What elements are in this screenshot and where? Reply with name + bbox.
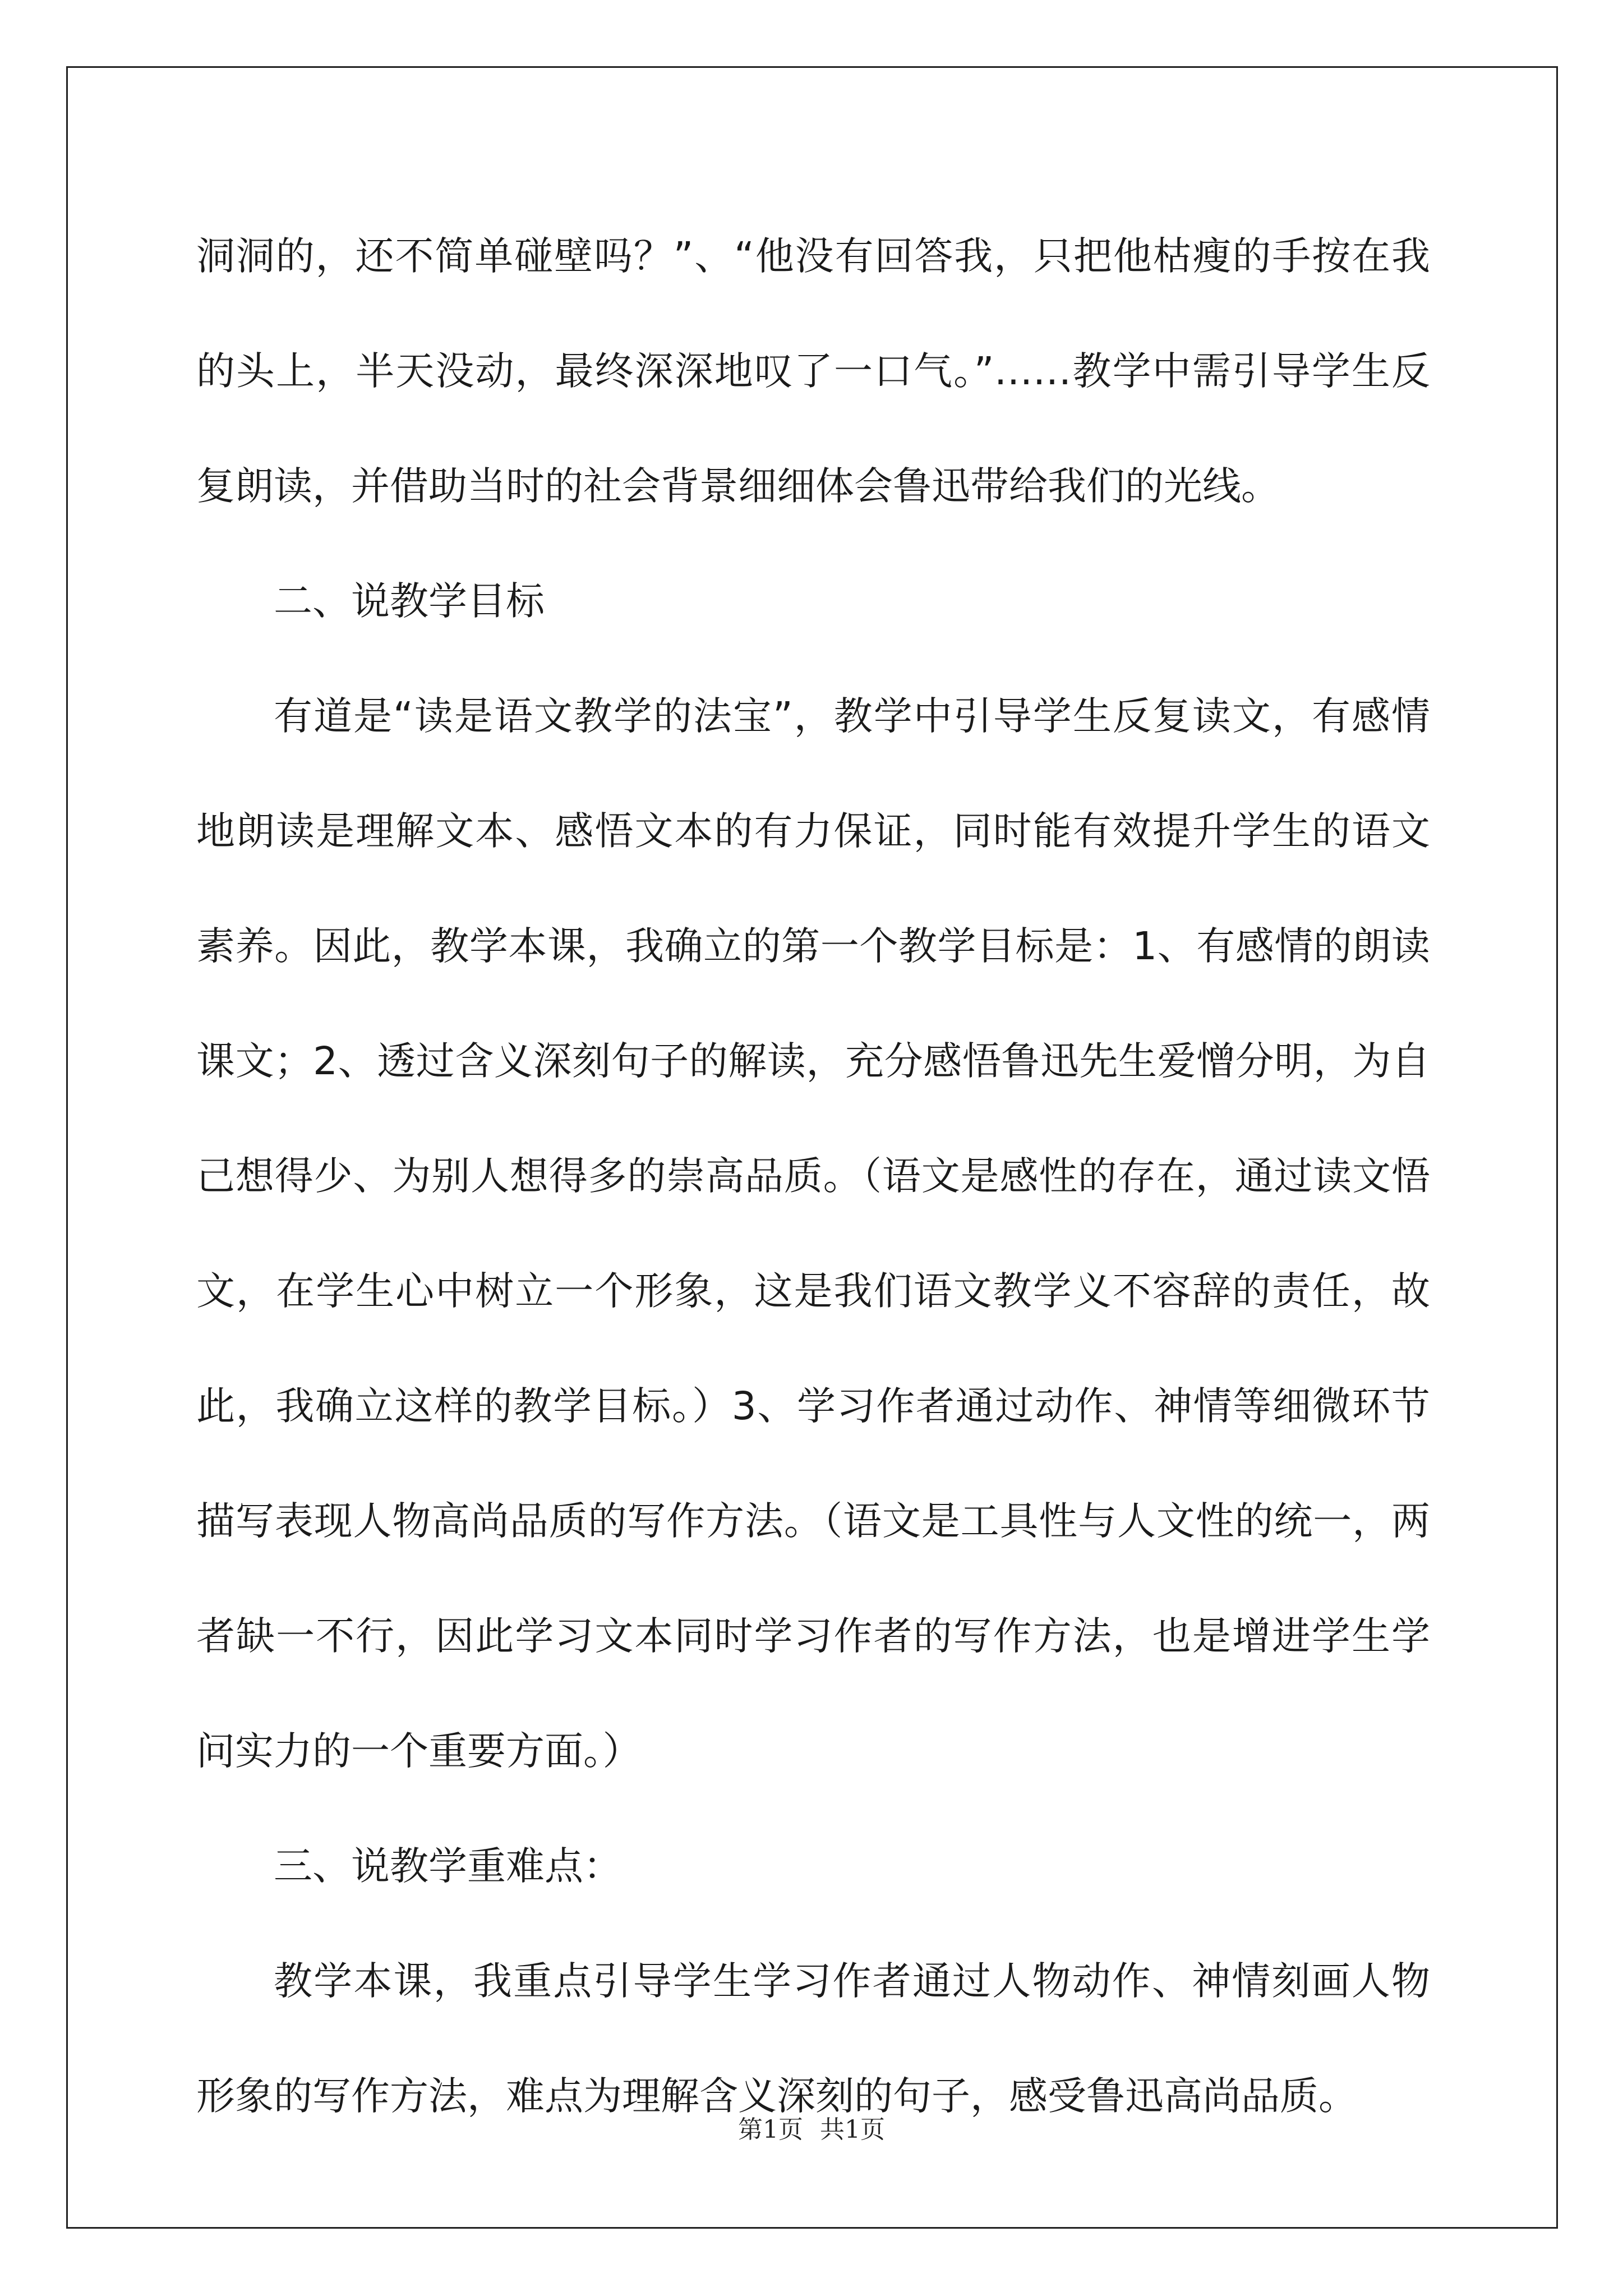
page-number: 第1页	[738, 2115, 803, 2144]
paragraph-1: 洞洞的，还不简单碰壁吗？”、“他没有回答我，只把他枯瘦的手按在我的头上，半天没动，最终深深地叹了一口气。”……教学中需引导学生反复朗读，并借助当时的社会背景细细体会鲁迅带给我们的光线。	[196, 234, 1430, 509]
page-total: 共1页	[820, 2115, 885, 2144]
section-heading-teaching-goals: 二、说教学目标	[274, 579, 545, 624]
section-heading-key-points: 三、说教学重难点：	[274, 1844, 622, 1889]
document-body	[196, 199, 1430, 2154]
page-footer	[0, 2109, 1623, 2145]
paragraph-3: 教学本课，我重点引导学生学习作者通过人物动作、神情刻画人物形象的写作方法，难点为理解含义深刻的句子，感受鲁迅高尚品质。	[196, 1959, 1430, 2119]
paragraph-2: 有道是“读是语文教学的法宝”，教学中引导学生反复读文，有感情地朗读是理解文本、感悟文本的有力保证，同时能有效提升学生的语文素养。因此，教学本课，我确立的第一个教学目标是：1、有感情的朗读课文；2、透过含义深刻句子的解读，充分感悟鲁迅先生爱憎分明，为自己想得少、为别人想得多的崇高品质。（语文是感性的存在，通过读文悟文，在学生心中树立一个形象，这是我们语文教学义不容辞的责任，故此，我确立这样的教学目标。）3、学习作者通过动作、神情等细微环节描写表现人物高尚品质的写作方法。（语文是工具性与人文性的统一，两者缺一不行，因此学习文本同时学习作者的写作方法，也是增进学生学问实力的一个重要方面。）	[196, 694, 1430, 1774]
